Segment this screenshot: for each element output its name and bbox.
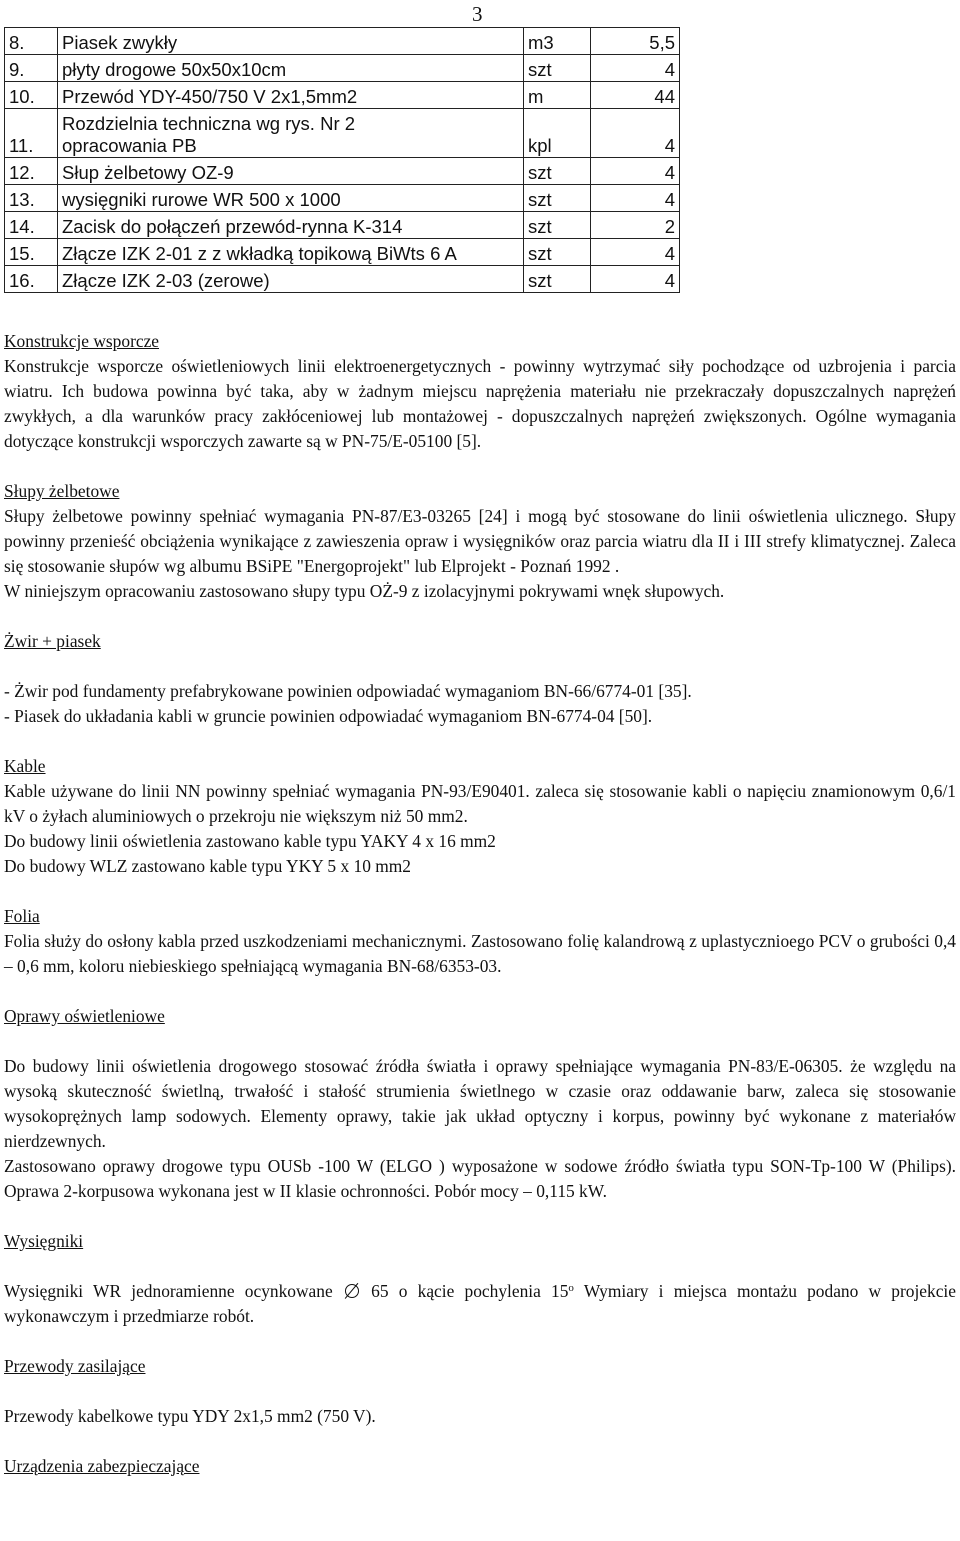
item-name: Przewód YDY-450/750 V 2x1,5mm2 xyxy=(58,82,524,109)
item-unit: kpl xyxy=(524,109,591,158)
text-fragment: Wysięgniki WR jednoramienne ocynkowane xyxy=(4,1281,333,1301)
item-quantity: 4 xyxy=(591,109,680,158)
item-number: 8. xyxy=(5,28,58,55)
item-unit: szt xyxy=(524,266,591,293)
item-quantity: 4 xyxy=(591,266,680,293)
section-heading-kable: Kable xyxy=(4,756,46,776)
item-number: 11. xyxy=(5,109,58,158)
item-quantity: 4 xyxy=(591,158,680,185)
section-heading-slupy: Słupy żelbetowe xyxy=(4,481,120,501)
item-quantity: 44 xyxy=(591,82,680,109)
item-unit: m xyxy=(524,82,591,109)
table-row xyxy=(5,28,680,55)
document-body xyxy=(4,329,956,1479)
section-text-kable: Kable używane do linii NN powinny spełniać wymagania PN-93/E90401. zaleca się stosowanie kabli o napięciu znamionowym 0,6/1 kV o żyłach aluminiowych o przekroju nie większym niż 50 mm2. xyxy=(4,781,956,826)
item-name-line: opracowania PB xyxy=(62,135,197,156)
section-text-kable-2: Do budowy linii oświetlenia zastowano kable typu YAKY 4 x 16 mm2 xyxy=(4,831,496,851)
item-number: 16. xyxy=(5,266,58,293)
table-row xyxy=(5,158,680,185)
materials-table xyxy=(4,27,680,293)
item-quantity: 4 xyxy=(591,185,680,212)
item-name: Złącze IZK 2-03 (zerowe) xyxy=(58,266,524,293)
item-name: Słup żelbetowy OZ-9 xyxy=(58,158,524,185)
section-text-konstrukcje: Konstrukcje wsporcze oświetleniowych linii elektroenergetycznych - powinny wytrzymać siły pochodzące od uzbrojenia i parcia wiatru. Ich budowa powinna być taka, aby w żadnym miejscu naprężenia materiału nie przekraczały dopuszczalnych naprężeń zwykłych, a dla warunków pracy zakłóceniowej lub montażowej - dopuszczalnych naprężeń zwiększonych. Ogólne wymagania dotyczące konstrukcji wsporczych zawarte są w PN-75/E-05100 [5]. xyxy=(4,356,956,451)
section-text-oprawy-2: Zastosowano oprawy drogowe typu OUSb -100 W (ELGO ) wyposażone w sodowe źródło światła typu SON-Tp-100 W (Philips). Oprawa 2-korpusowa wykonana jest w II klasie ochronności. Pobór mocy – 0,115 kW. xyxy=(4,1156,956,1201)
item-number: 14. xyxy=(5,212,58,239)
item-unit: szt xyxy=(524,158,591,185)
table-row xyxy=(5,55,680,82)
table-row xyxy=(5,185,680,212)
item-number: 15. xyxy=(5,239,58,266)
page-number: 3 xyxy=(472,2,483,26)
section-text-slupy: Słupy żelbetowe powinny spełniać wymagania PN-87/E3-03265 [24] i mogą być stosowane do linii oświetlenia ulicznego. Słupy powinny przenieść obciążenia wynikające z zawieszenia opraw i wysięgników oraz parcia wiatru dla II i III strefy klimatycznej. Zaleca się stosowanie słupów wg albumu BSiPE "Energoprojekt" lub Elprojekt - Poznań 1992 . xyxy=(4,506,956,576)
section-heading-zwir: Żwir + piasek xyxy=(4,631,101,651)
item-number: 12. xyxy=(5,158,58,185)
item-quantity: 4 xyxy=(591,55,680,82)
section-heading-urzadzenia: Urządzenia zabezpieczające xyxy=(4,1456,200,1476)
item-unit: szt xyxy=(524,185,591,212)
section-heading-oprawy: Oprawy oświetleniowe xyxy=(4,1006,165,1026)
degree-superscript: o xyxy=(568,1282,574,1294)
section-heading-konstrukcje: Konstrukcje wsporcze xyxy=(4,331,160,351)
item-quantity: 2 xyxy=(591,212,680,239)
table-row xyxy=(5,266,680,293)
table-row xyxy=(5,239,680,266)
section-text-wysiegniki xyxy=(4,1279,956,1329)
item-unit: szt xyxy=(524,212,591,239)
section-heading-przewody: Przewody zasilające xyxy=(4,1356,146,1376)
diameter-icon xyxy=(343,1282,361,1300)
section-heading-wysiegniki: Wysięgniki xyxy=(4,1231,84,1251)
section-text-zwir-2: - Piasek do układania kabli w gruncie powinien odpowiadać wymaganiom BN-6774-04 [50]. xyxy=(4,706,653,726)
table-row xyxy=(5,212,680,239)
section-text-oprawy: Do budowy linii oświetlenia drogowego stosować źródła światła i oprawy spełniające wymagania PN-83/E-06305. że względu na wysoką skuteczność świetlną, trwałość i stałość strumienia świetlnego w czasie oraz oddawanie barw, zaleca się stosowanie wysokoprężnych lamp sodowych. Elementy oprawy, takie jak układ optyczny i korpus, powinny być wykonane z materiałów nierdzewnych. xyxy=(4,1056,956,1151)
section-text-kable-3: Do budowy WLZ zastowano kable typu YKY 5 x 10 mm2 xyxy=(4,856,412,876)
item-name xyxy=(58,109,524,158)
item-quantity: 5,5 xyxy=(591,28,680,55)
item-name: płyty drogowe 50x50x10cm xyxy=(58,55,524,82)
item-name-line: Rozdzielnia techniczna wg rys. Nr 2 xyxy=(62,113,356,134)
item-number: 10. xyxy=(5,82,58,109)
section-text-folia: Folia służy do osłony kabla przed uszkodzeniami mechanicznymi. Zastosowano folię kalandrową z uplastycznioego PCV o grubości 0,4 – 0,6 mm, koloru niebieskiego spełniającą wymagania BN-68/6353-03. xyxy=(4,931,956,976)
item-name: Zacisk do połączeń przewód-rynna K-314 xyxy=(58,212,524,239)
section-text-slupy-2: W niniejszym opracowaniu zastosowano słupy typu OŻ-9 z izolacyjnymi pokrywami wnęk słupowych. xyxy=(4,581,725,601)
item-quantity: 4 xyxy=(591,239,680,266)
table-row xyxy=(5,82,680,109)
item-number: 9. xyxy=(5,55,58,82)
section-text-zwir-1: - Żwir pod fundamenty prefabrykowane powinien odpowiadać wymaganiom BN-66/6774-01 [35]. xyxy=(4,681,692,701)
item-name: Piasek zwykły xyxy=(58,28,524,55)
item-number: 13. xyxy=(5,185,58,212)
item-unit: szt xyxy=(524,239,591,266)
item-name: Złącze IZK 2-01 z z wkładką topikową BiWts 6 A xyxy=(58,239,524,266)
text-fragment: 65 o kącie pochylenia 15 xyxy=(371,1281,569,1301)
table-row xyxy=(5,109,680,158)
section-heading-folia: Folia xyxy=(4,906,40,926)
item-unit: m3 xyxy=(524,28,591,55)
item-name: wysięgniki rurowe WR 500 x 1000 xyxy=(58,185,524,212)
section-text-przewody: Przewody kabelkowe typu YDY 2x1,5 mm2 (750 V). xyxy=(4,1406,376,1426)
text-fragment: Wymiary i miejsca montażu podano w projekcie wykonawczym i przedmiarze robót. xyxy=(4,1281,956,1326)
item-unit: szt xyxy=(524,55,591,82)
